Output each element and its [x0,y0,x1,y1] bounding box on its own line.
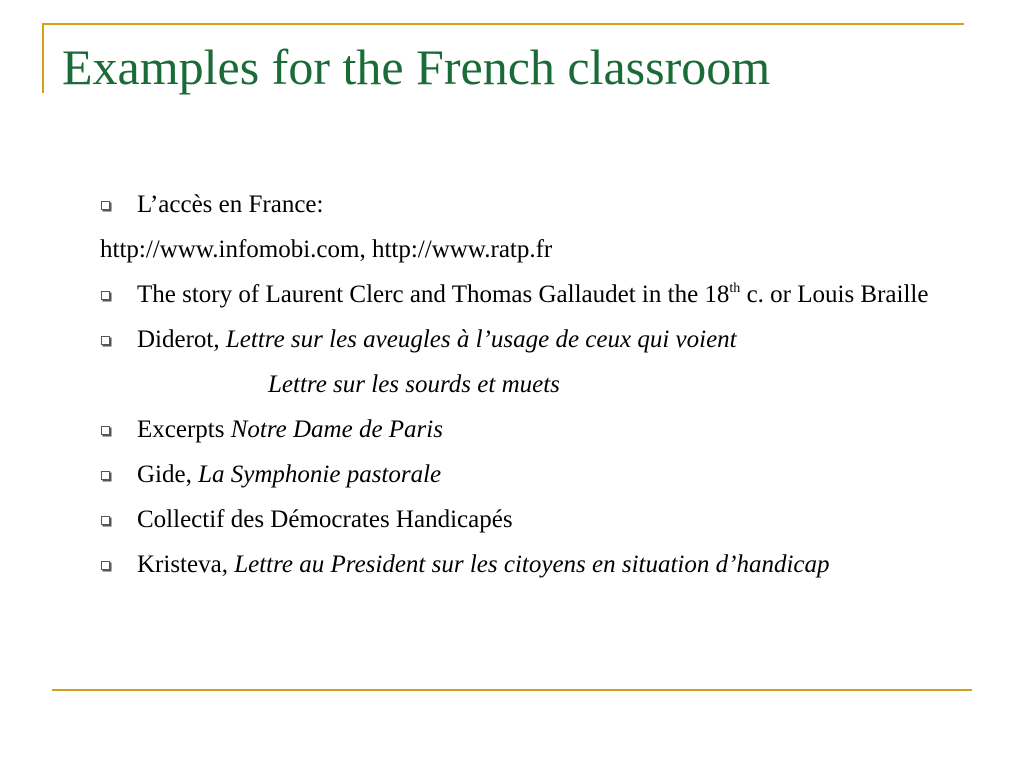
top-border-line [42,23,964,25]
list-item: L’accès en France: [100,188,980,222]
bottom-border-line [52,689,972,691]
square-outline-icon [101,336,110,345]
list-item: Kristeva, Lettre au President sur les citoyens en situation d’handicap [100,548,980,582]
list-item: The story of Laurent Clerc and Thomas Gallaudet in the 18th c. or Louis Braille [100,278,980,312]
square-outline-icon [101,426,110,435]
list-item: Diderot, Lettre sur les aveugles à l’usage de ceux qui voient [100,323,980,357]
slide-title: Examples for the French classroom [62,39,771,95]
list-item: http://www.infomobi.com, http://www.ratp.fr [100,236,553,263]
slide-content [100,188,980,593]
square-outline-icon [101,291,110,300]
list-item: Gide, La Symphonie pastorale [100,458,980,492]
list-item: Collectif des Démocrates Handicapés [100,503,980,537]
square-outline-icon [101,516,110,525]
list-item: Excerpts Notre Dame de Paris [100,413,980,447]
left-border-line [42,23,44,93]
square-outline-icon [101,201,110,210]
square-outline-icon [101,471,110,480]
square-outline-icon [101,561,110,570]
list-item: Lettre sur les sourds et muets [268,371,560,398]
